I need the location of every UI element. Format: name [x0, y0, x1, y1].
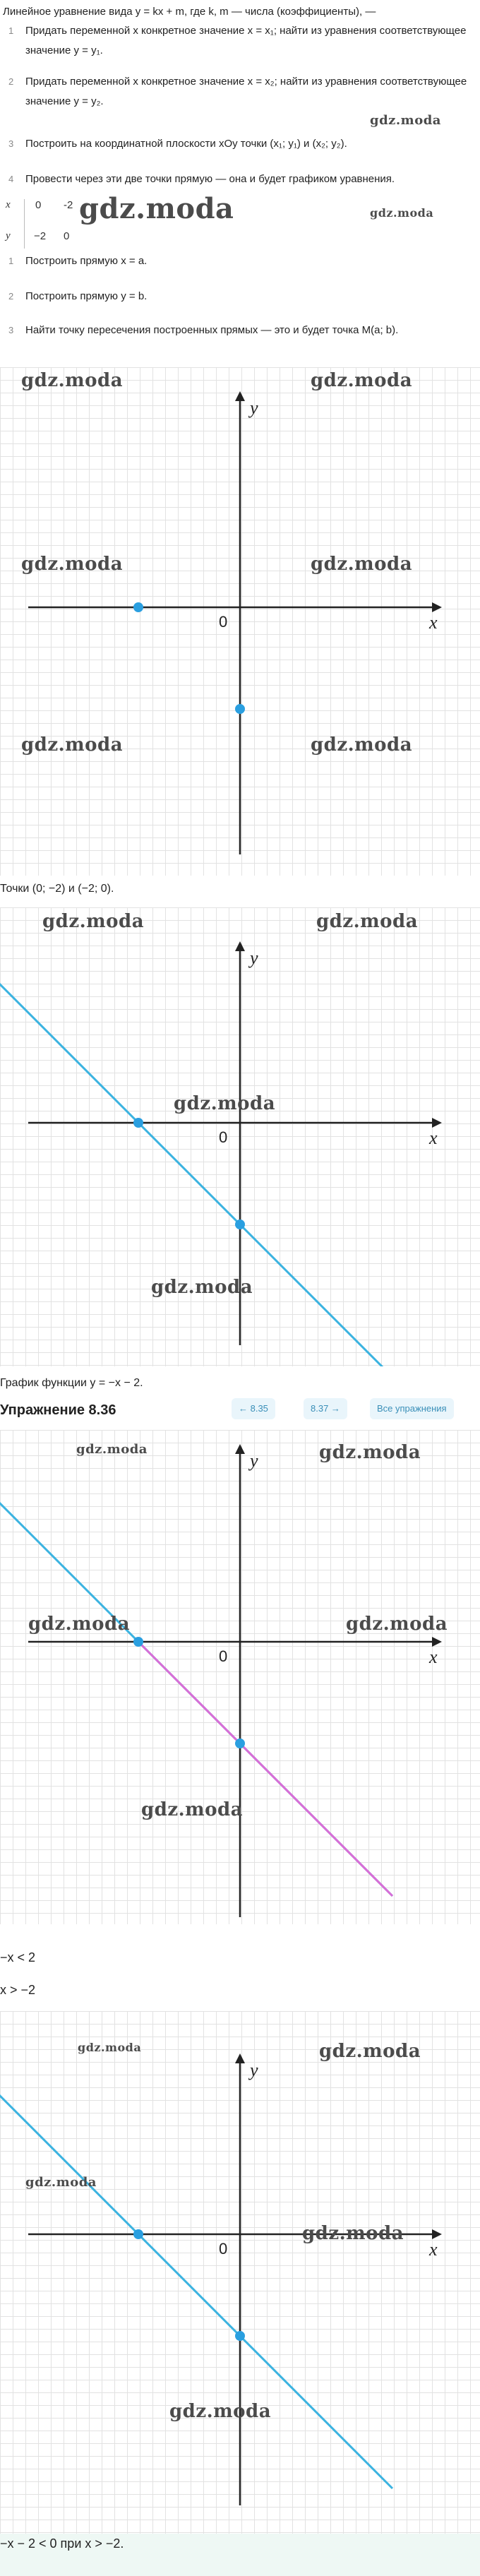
watermark: gdz.moda: [370, 113, 441, 128]
table-header-x: x: [6, 199, 11, 210]
graph-point: [133, 1118, 143, 1128]
step-text: Найти точку пересечения построенных прямых — это и будет точка M(a; b).: [25, 324, 399, 336]
watermark: gdz.moda: [151, 1277, 253, 1298]
watermark: gdz.moda: [302, 2223, 404, 2244]
graph-point: [133, 2229, 143, 2239]
watermark: gdz.moda: [79, 192, 234, 225]
watermark: gdz.moda: [28, 1614, 131, 1635]
watermark: gdz.moda: [319, 1442, 421, 1463]
inequality-2: x > −2: [0, 1983, 36, 1997]
x-axis-arrow: [432, 2229, 442, 2239]
step-number: 4: [8, 174, 14, 184]
prev-exercise-button[interactable]: ← 8.35: [232, 1398, 275, 1419]
watermark: gdz.moda: [316, 911, 419, 932]
y-axis-label: y: [250, 2060, 258, 2080]
graph-point: [235, 1220, 245, 1229]
origin-label: 0: [219, 2240, 228, 2258]
table-cell: 0: [64, 230, 70, 242]
table-cell: -2: [64, 199, 73, 211]
next-exercise-button[interactable]: 8.37 →: [304, 1398, 347, 1419]
y-axis-label: y: [250, 948, 258, 968]
watermark: gdz.moda: [311, 734, 413, 756]
x-axis-label: x: [429, 2239, 438, 2260]
watermark: gdz.moda: [21, 734, 124, 756]
step-text: Построить прямую y = b.: [25, 290, 148, 302]
watermark: gdz.moda: [76, 1442, 148, 1457]
intro-lead: Линейное уравнение вида y = kx + m, где k, m — числа (коэффициенты), —: [3, 6, 376, 18]
x-axis-arrow: [432, 1637, 442, 1647]
x-axis-arrow: [432, 1118, 442, 1128]
x-axis-label: x: [429, 1647, 438, 1667]
x-axis-label: x: [429, 612, 438, 633]
coordinate-plane: [0, 1430, 480, 1924]
watermark: gdz.moda: [311, 370, 413, 391]
graph-highlight: [0, 1430, 480, 1924]
final-answer: −x − 2 < 0 при x > −2.: [0, 2536, 124, 2551]
y-axis-arrow: [235, 941, 245, 951]
origin-label: 0: [219, 1128, 228, 1146]
watermark: gdz.moda: [174, 1093, 276, 1114]
coordinate-plane: [0, 367, 480, 876]
function-line: [0, 2082, 392, 2488]
step-number: 3: [8, 138, 14, 149]
step-number: 2: [8, 291, 14, 302]
watermark: gdz.moda: [370, 206, 434, 220]
step-text: Построить прямую x = a.: [25, 255, 148, 267]
coordinate-plane: [0, 2011, 480, 2534]
graph-point: [133, 602, 143, 612]
graph-points: [0, 367, 480, 876]
watermark: gdz.moda: [311, 554, 413, 575]
graph-answer: [0, 2011, 480, 2534]
points-caption: Точки (0; −2) и (−2; 0).: [0, 883, 114, 895]
graph-point: [235, 1739, 245, 1748]
watermark: gdz.moda: [21, 370, 124, 391]
step-text: Придать переменной x конкретное значение x = x₁; найти из уравнения соответствующее значение y = y₁.: [25, 25, 467, 56]
step-text: Придать переменной x конкретное значение x = x₂; найти из уравнения соответствующее значение y = y₂.: [25, 76, 467, 107]
table-cell: −2: [34, 230, 47, 242]
y-axis-arrow: [235, 391, 245, 401]
function-line: [0, 1489, 392, 1896]
y-axis-label: y: [250, 398, 258, 418]
watermark: gdz.moda: [78, 2041, 142, 2054]
graph-point: [235, 2331, 245, 2341]
table-cell: 0: [35, 199, 42, 211]
step-number: 3: [8, 325, 14, 335]
origin-label: 0: [219, 613, 228, 631]
watermark: gdz.moda: [319, 2041, 421, 2062]
step-text: Провести через эти две точки прямую — она и будет графиком уравнения.: [25, 173, 395, 185]
x-axis-arrow: [432, 602, 442, 612]
y-axis-label: y: [250, 1450, 258, 1471]
function-line: [0, 970, 392, 1366]
all-exercises-button[interactable]: Все упражнения: [370, 1398, 454, 1419]
watermark: gdz.moda: [25, 2175, 97, 2190]
step-number: 1: [8, 256, 14, 266]
watermark: gdz.moda: [169, 2401, 272, 2422]
table-divider: [24, 199, 25, 249]
step-text: Построить на координатной плоскости xOy точки (x₁; y₁) и (x₂; y₂).: [25, 138, 347, 150]
y-axis-arrow: [235, 1444, 245, 1454]
graph-point: [133, 1637, 143, 1647]
table-header-y: y: [6, 230, 11, 242]
step-number: 1: [8, 25, 14, 36]
exercise-nav: [0, 1398, 480, 1426]
x-axis-label: x: [429, 1128, 438, 1148]
highlighted-segment: [138, 1642, 392, 1896]
y-axis-arrow: [235, 2053, 245, 2063]
watermark: gdz.moda: [42, 911, 145, 932]
inequality-1: −x < 2: [0, 1950, 36, 1964]
graph-point: [235, 704, 245, 714]
function-caption: График функции y = −x − 2.: [0, 1377, 143, 1389]
step-number: 2: [8, 76, 14, 87]
watermark: gdz.moda: [21, 554, 124, 575]
exercise-title: Упражнение 8.36: [0, 1402, 116, 1418]
watermark: gdz.moda: [346, 1614, 448, 1635]
origin-label: 0: [219, 1647, 228, 1665]
watermark: gdz.moda: [141, 1799, 244, 1820]
